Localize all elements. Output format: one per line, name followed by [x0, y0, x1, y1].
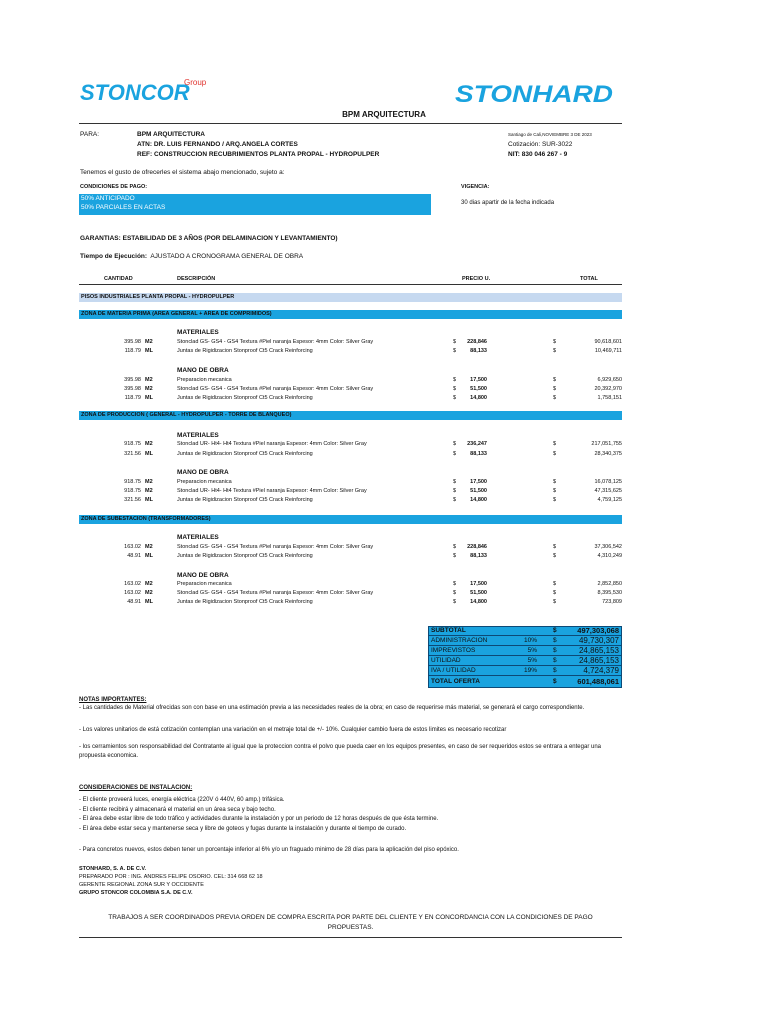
row-price: 51,500: [470, 386, 487, 392]
note-2: - Los valores unitarios de está cotización contemplan una variación en el metraje total de +/- 10%. Cualquier cambio fuera de estos limites es necesario recotizar: [79, 727, 507, 733]
row-price: 51,500: [470, 590, 487, 596]
signature-grupo: GRUPO STONCOR COLOMBIA S.A. DE C.V.: [79, 890, 193, 896]
quote-date: Santiago de Cali,NOVIEMBRE 3 DE 2023: [508, 132, 592, 137]
row-unit: M2: [145, 377, 153, 383]
row-total: 20,392,970: [594, 386, 622, 392]
table-row: [79, 347, 622, 355]
signature-company: STONHARD, S. A. DE C.V.: [79, 866, 147, 872]
note-3: - los cerramientos son responsabilidad del Contratante al igual que la proteccion contra el polvo que pueda caer en los equipos presentes, en caso de ser requeridos estos se entrara a entegar una propuesta economica.: [79, 744, 601, 759]
row-currency: $: [553, 348, 557, 354]
row-desc: Stonclad GS- GS4 - GS4 Textura #Piel naranja Espesor: 4mm Color: Silver Gray: [177, 339, 374, 345]
table-row: [79, 338, 622, 346]
row-qty: 118.79: [124, 395, 141, 401]
totals-value: 601,488,061: [577, 677, 619, 686]
vigencia-value: 30 dias apartir de la fecha indicada: [461, 200, 555, 206]
tiempo-value: AJUSTADO A CRONOGRAMA GENERAL DE OBRA: [150, 253, 304, 260]
row-currency: $: [453, 553, 457, 559]
row-unit: M2: [145, 544, 153, 550]
table-row: [79, 376, 622, 384]
totals-value: 24,865,153: [578, 656, 619, 665]
row-total: 4,310,249: [597, 553, 622, 559]
row-price: 14,800: [470, 497, 487, 503]
row-desc: Stonclad GS- GS4 - GS4 Textura #Piel naranja Espesor: 4mm Color: Silver Gray: [177, 590, 374, 596]
row-price: 228,846: [467, 544, 487, 550]
materiales-label: MATERIALES: [177, 432, 219, 439]
row-currency: $: [453, 451, 457, 457]
row-unit: M2: [145, 590, 153, 596]
row-unit: ML: [145, 348, 153, 354]
row-currency: $: [553, 377, 557, 383]
totals-label: IVA / UTILIDAD: [431, 667, 476, 674]
totals-row-iva: [428, 666, 622, 676]
row-total: 90,618,601: [594, 339, 622, 345]
zone-title: ZONA DE SUBESTACION (TRANSFORMADORES): [79, 515, 622, 524]
materiales-label: MATERIALES: [177, 534, 219, 541]
table-row: [79, 487, 622, 495]
row-qty: 48.91: [127, 553, 141, 559]
row-currency: $: [453, 581, 457, 587]
row-unit: ML: [145, 599, 153, 605]
totals-row-imprevistos: [428, 646, 622, 656]
row-desc: Juntas de Rigidizacion Stonproof Ct5 Crack Reinforcing: [177, 553, 313, 559]
row-qty: 163.02: [124, 581, 141, 587]
stoncor-logo-text: STONCOR: [80, 80, 190, 105]
tiempo-label: Tiempo de Ejecución:: [80, 253, 148, 260]
install-5: - Para concretos nuevos, estos deben tener un porcentaje inferior al 6% y/o un fraguado minimo de 28 días para la aplicación del piso epóxico.: [79, 847, 459, 853]
table-row: [79, 589, 622, 597]
mano-obra-label: MANO DE OBRA: [177, 572, 229, 579]
row-unit: M2: [145, 339, 153, 345]
row-desc: Juntas de Rigidizacion Stonproof Ct5 Crack Reinforcing: [177, 395, 313, 401]
row-unit: M2: [145, 479, 153, 485]
totals-row-subtotal: [428, 626, 622, 636]
stonhard-logo-text: STONHARD: [455, 81, 613, 106]
row-currency: $: [553, 599, 557, 605]
row-currency: $: [453, 348, 457, 354]
pago-label: CONDICIONES DE PAGO:: [80, 184, 148, 190]
vigencia-label: VIGENCIA:: [461, 184, 490, 190]
row-currency: $: [453, 395, 457, 401]
totals-pct: 5%: [527, 657, 537, 664]
row-desc: Juntas de Rigidizacion Stonproof Ct5 Crack Reinforcing: [177, 497, 313, 503]
row-desc: Stonclad UR- Ht4- Ht4 Textura #Piel naranja Espesor: 4mm Color: Silver Gray: [177, 488, 367, 494]
row-currency: $: [453, 339, 457, 345]
row-currency: $: [553, 544, 557, 550]
row-unit: ML: [145, 451, 153, 457]
pago-line-1: 50% ANTICIPADO: [81, 195, 135, 202]
totals-pct: 5%: [527, 647, 537, 654]
totals-currency: $: [553, 647, 557, 654]
install-title: CONSIDERACIONES DE INSTALACION:: [79, 785, 193, 791]
totals-pct: 10%: [523, 637, 537, 644]
quote-number: Cotización: SUR-3022: [508, 141, 573, 148]
intro-text: Tenemos el gusto de ofrecerles el sistema abajo mencionado, sujeto a:: [80, 169, 285, 176]
row-qty: 163.02: [124, 544, 141, 550]
project-title-bar: PISOS INDUSTRIALES PLANTA PROPAL - HYDROPULPER: [79, 293, 622, 302]
row-qty: 395.98: [124, 339, 141, 345]
install-2: - El cliente recibirá y almacenará el material en un área seca y bajo techo.: [79, 807, 276, 813]
footer-line-2: PROPUESTAS.: [327, 924, 374, 931]
row-unit: M2: [145, 441, 153, 447]
row-total: 1,758,151: [597, 395, 622, 401]
row-desc: Stonclad GS- GS4 - GS4 Textura #Piel naranja Espesor: 4mm Color: Silver Gray: [177, 544, 374, 550]
col-cantidad: CANTIDAD: [104, 276, 133, 282]
totals-value: 4,724,379: [583, 666, 619, 675]
col-total: TOTAL: [580, 276, 598, 282]
para-value: BPM ARQUITECTURA: [137, 131, 206, 138]
totals-currency: $: [553, 667, 557, 674]
row-desc: Juntas de Rigidizacion Stonproof Ct5 Crack Reinforcing: [177, 348, 313, 354]
row-currency: $: [553, 488, 557, 494]
row-unit: M2: [145, 581, 153, 587]
row-currency: $: [453, 599, 457, 605]
totals-label: IMPREVISTOS: [431, 647, 476, 654]
totals-currency: $: [553, 657, 557, 664]
row-price: 88,133: [470, 553, 487, 559]
row-total: 6,929,650: [597, 377, 622, 383]
note-1: - Las cantidades de Material ofrecidas son con base en una estimación previa a las necesidades reales de la obra; en caso de requerirse más material, se generará el cargo correspondiente.: [79, 705, 585, 711]
row-price: 17,500: [470, 377, 487, 383]
table-row: [79, 552, 622, 560]
row-currency: $: [453, 488, 457, 494]
row-total: 4,759,125: [597, 497, 622, 503]
row-price: 14,800: [470, 599, 487, 605]
row-total: 723,809: [602, 599, 622, 605]
table-row: [79, 385, 622, 393]
totals-currency: $: [553, 637, 557, 644]
totals-row-administracion: [428, 636, 622, 646]
row-desc: Juntas de Rigidizacion Stonproof Ct5 Crack Reinforcing: [177, 599, 313, 605]
row-currency: $: [553, 451, 557, 457]
totals-pct: 19%: [523, 667, 537, 674]
zone-title: ZONA DE MATERIA PRIMA (AREA GENERAL + AREA DE COMPRIMIDOS): [79, 310, 622, 319]
row-currency: $: [553, 497, 557, 503]
totals-label: ADMINISTRACION: [431, 637, 488, 644]
mano-obra-label: MANO DE OBRA: [177, 367, 229, 374]
row-currency: $: [553, 479, 557, 485]
row-price: 51,500: [470, 488, 487, 494]
nit: NIT: 830 046 267 - 9: [508, 151, 568, 158]
row-price: 17,500: [470, 581, 487, 587]
table-header-divider: [79, 284, 622, 285]
pago-line-2: 50% PARCIALES EN ACTAS: [81, 204, 166, 211]
totals-currency: $: [553, 678, 557, 685]
row-qty: 395.98: [124, 386, 141, 392]
row-price: 14,800: [470, 395, 487, 401]
row-total: 47,315,625: [594, 488, 622, 494]
table-row: [79, 580, 622, 588]
install-1: - El cliente proveerá luces, energía eléctrica (220V ó 440V, 60 amp.) trifásica.: [79, 797, 285, 803]
row-desc: Preparacion mecanica: [177, 377, 232, 383]
totals-label: TOTAL OFERTA: [431, 678, 480, 685]
row-currency: $: [553, 386, 557, 392]
row-currency: $: [553, 395, 557, 401]
row-currency: $: [453, 441, 457, 447]
table-row: [79, 543, 622, 551]
totals-label: UTILIDAD: [431, 657, 461, 664]
stoncor-logo: [80, 76, 220, 106]
row-currency: $: [553, 339, 557, 345]
row-currency: $: [453, 377, 457, 383]
row-currency: $: [453, 544, 457, 550]
row-qty: 395.98: [124, 377, 141, 383]
row-qty: 918.75: [124, 479, 141, 485]
row-qty: 321.56: [124, 497, 141, 503]
stoncor-logo-tag: Group: [184, 78, 207, 87]
zone-title: ZONA DE PRODUCCION ( GENERAL - HYDROPULPER - TORRE DE BLANQUEO): [79, 411, 622, 420]
table-row: [79, 394, 622, 402]
signature-cargo: GERENTE REGIONAL ZONA SUR Y OCCIDENTE: [79, 882, 204, 888]
table-row: [79, 478, 622, 486]
divider: [79, 123, 622, 124]
row-desc: Stonclad GS- GS4 - GS4 Textura #Piel naranja Espesor: 4mm Color: Silver Gray: [177, 386, 374, 392]
signature-preparado: PREPARADO POR : ING. ANDRES FELIPE OSORIO. CEL: 314 668 62 18: [79, 874, 263, 880]
totals-value: 24,865,153: [578, 646, 619, 655]
table-row: [79, 496, 622, 504]
document-title: BPM ARQUITECTURA: [342, 110, 426, 119]
totals-currency: $: [553, 627, 557, 634]
row-unit: ML: [145, 395, 153, 401]
materiales-label: MATERIALES: [177, 329, 219, 336]
row-qty: 118.79: [124, 348, 141, 354]
row-price: 228,846: [467, 339, 487, 345]
row-price: 88,133: [470, 348, 487, 354]
row-price: 236,247: [467, 441, 487, 447]
row-currency: $: [553, 441, 557, 447]
row-currency: $: [453, 590, 457, 596]
row-desc: Juntas de Rigidizacion Stonproof Ct5 Crack Reinforcing: [177, 451, 313, 457]
row-price: 88,133: [470, 451, 487, 457]
totals-row-total-oferta: [428, 677, 622, 687]
row-total: 2,852,850: [597, 581, 622, 587]
row-unit: ML: [145, 497, 153, 503]
mano-obra-label: MANO DE OBRA: [177, 469, 229, 476]
col-descripcion: DESCRIPCIÓN: [177, 276, 216, 282]
notes-title: NOTAS IMPORTANTES:: [79, 697, 147, 703]
col-precio: PRECIO U.: [462, 276, 491, 282]
row-total: 217,051,755: [591, 441, 622, 447]
row-total: 10,469,711: [594, 348, 622, 354]
row-currency: $: [453, 497, 457, 503]
row-qty: 918.75: [124, 441, 141, 447]
row-unit: M2: [145, 488, 153, 494]
row-currency: $: [553, 553, 557, 559]
row-total: 16,078,125: [594, 479, 622, 485]
row-currency: $: [553, 590, 557, 596]
para-label: PARA:: [80, 131, 100, 138]
row-qty: 163.02: [124, 590, 141, 596]
install-3: - El área debe estar libre de todo tráfico y actividades durante la instalación y por un periodo de 12 horas después de que ésta termine.: [79, 816, 439, 822]
row-currency: $: [553, 581, 557, 587]
totals-label: SUBTOTAL: [431, 627, 466, 634]
row-total: 8,395,530: [597, 590, 622, 596]
stonhard-logo: [455, 80, 615, 106]
row-qty: 918.75: [124, 488, 141, 494]
totals-value: 497,303,068: [577, 626, 619, 635]
tiempo-ejecucion: [80, 253, 303, 260]
totals-value: 49,730,307: [578, 636, 619, 645]
row-total: 28,340,375: [594, 451, 622, 457]
table-row: [79, 450, 622, 458]
table-row: [79, 440, 622, 448]
totals-row-utilidad: [428, 656, 622, 666]
footer-divider: [79, 937, 622, 938]
row-desc: Preparacion mecanica: [177, 479, 232, 485]
row-qty: 48.91: [127, 599, 141, 605]
row-unit: ML: [145, 553, 153, 559]
table-row: [79, 598, 622, 606]
row-currency: $: [453, 479, 457, 485]
row-qty: 321.56: [124, 451, 141, 457]
row-currency: $: [453, 386, 457, 392]
row-unit: M2: [145, 386, 153, 392]
garantias: GARANTIAS: ESTABILIDAD DE 3 AÑOS (POR DELAMINACION Y LEVANTAMIENTO): [80, 235, 338, 242]
install-4: - El área debe estar seca y mantenerse seca y libre de goteos y fugas durante la instalación y durante el tiempo de curado.: [79, 826, 407, 832]
row-total: 37,306,542: [594, 544, 622, 550]
pago-box: [79, 194, 431, 215]
row-price: 17,500: [470, 479, 487, 485]
row-desc: Preparacion mecanica: [177, 581, 232, 587]
ref-line: REF: CONSTRUCCION RECUBRIMIENTOS PLANTA PROPAL - HYDROPULPER: [137, 151, 380, 158]
row-desc: Stonclad UR- Ht4- Ht4 Textura #Piel naranja Espesor: 4mm Color: Silver Gray: [177, 441, 367, 447]
footer-line-1: TRABAJOS A SER COORDINADOS PREVIA ORDEN DE COMPRA ESCRITA POR PARTE DEL CLIENTE Y EN CONCORDANCIA CON LA CONDICIONES DE PAGO: [108, 914, 593, 921]
atn-line: ATN: DR. LUIS FERNANDO / ARQ.ANGELA CORTES: [137, 141, 298, 148]
